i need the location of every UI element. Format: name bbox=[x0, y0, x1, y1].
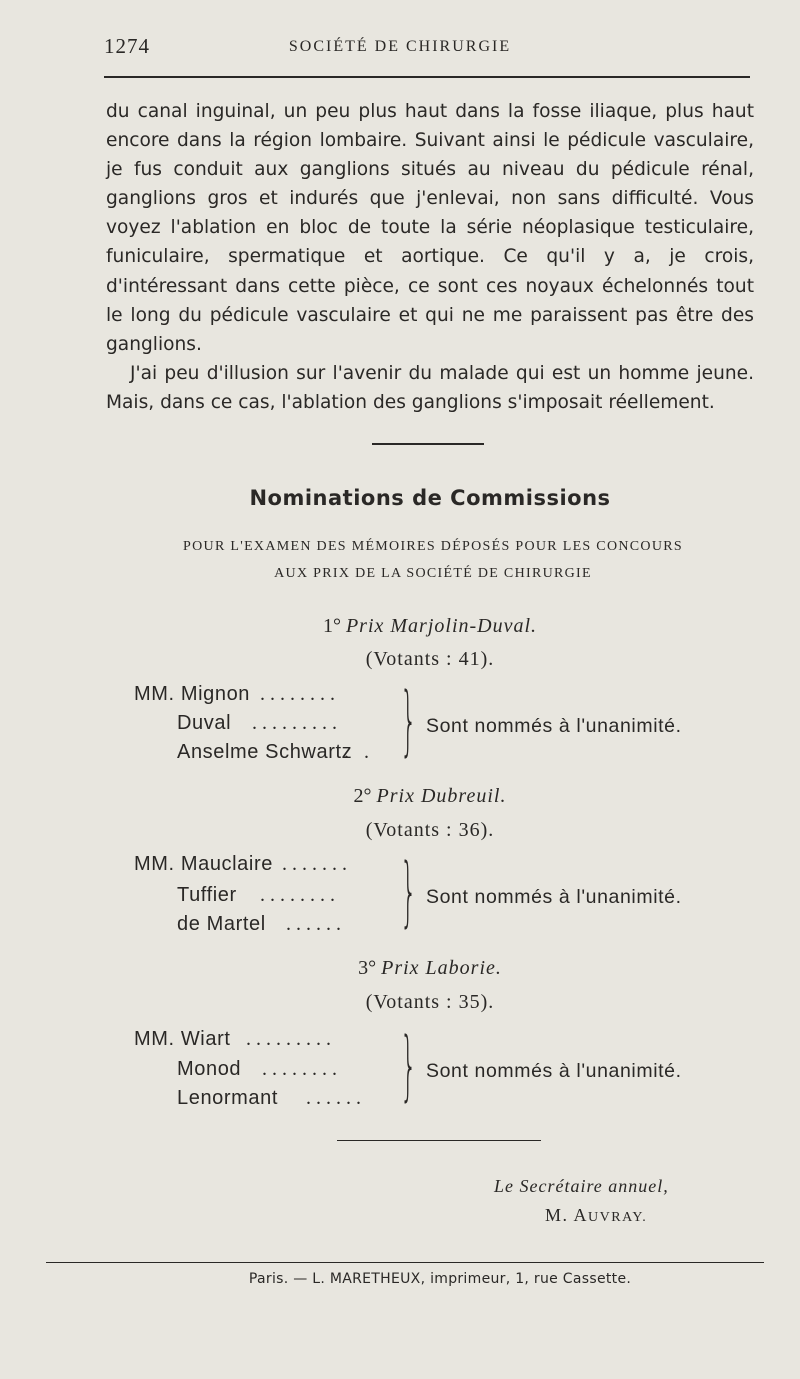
commission-member: MM. Mignon bbox=[134, 683, 251, 705]
running-head: SOCIÉTÉ DE CHIRURGIE bbox=[288, 38, 512, 55]
footer-rule bbox=[46, 1262, 764, 1263]
signature-initial: M. A bbox=[545, 1205, 589, 1225]
closing-rule bbox=[337, 1140, 541, 1141]
body-text bbox=[106, 97, 754, 417]
prize-number: 2° bbox=[353, 785, 372, 807]
leader-dots: ......... bbox=[252, 712, 342, 734]
commission-member: Duval bbox=[177, 712, 232, 734]
leader-dots: ....... bbox=[282, 853, 352, 875]
votants: (Votants : 35). bbox=[365, 991, 495, 1013]
signature-title: Le Secrétaire annuel, bbox=[494, 1176, 669, 1196]
leader-dots: ........ bbox=[260, 884, 340, 906]
prize-name: Prix Laborie. bbox=[381, 957, 502, 979]
section-subtitle: AUX PRIX DE LA SOCIÉTÉ DE CHIRURGIE bbox=[274, 566, 592, 581]
section-subtitle: POUR L'EXAMEN DES MÉMOIRES DÉPOSÉS POUR LES CONCOURS bbox=[183, 539, 683, 554]
paragraph: du canal inguinal, un peu plus haut dans la fosse iliaque, plus haut encore dans la région lombaire. Suivant ainsi le pédicule vasculaire, je fus conduit aux ganglions situés au niveau du pédicule rénal, ganglions gros et indurés que j'enlevai, non sans difficulté. Vous voyez l'ablation en bloc de toute la série néoplasique testiculaire, funiculaire, spermatique et aortique. Ce qu'il y a, je crois, d'intéressant dans cette pièce, ce sont ces noyaux échelonnés tout le long du pédicule vasculaire et qui ne me paraissent pas être des ganglions. bbox=[106, 101, 754, 355]
brace: } bbox=[400, 675, 417, 764]
commission-member: Lenormant bbox=[177, 1087, 279, 1109]
prize-number: 3° bbox=[358, 957, 377, 979]
leader-dots: ........ bbox=[262, 1058, 342, 1080]
commission-member: Anselme Schwartz bbox=[177, 741, 353, 763]
prize-title bbox=[0, 785, 800, 808]
commission-member: Monod bbox=[177, 1058, 242, 1080]
leader-dots: . . bbox=[344, 741, 374, 763]
decision: Sont nommés à l'unanimité. bbox=[426, 1060, 682, 1082]
leader-dots: ........ bbox=[260, 683, 340, 705]
decision: Sont nommés à l'unanimité. bbox=[426, 886, 682, 908]
leader-dots: ...... bbox=[306, 1087, 366, 1109]
prize-name: Prix Dubreuil. bbox=[376, 785, 507, 807]
prize-title bbox=[0, 615, 800, 638]
commission-member: de Martel bbox=[177, 913, 266, 935]
leader-dots: ...... bbox=[286, 913, 346, 935]
commission-member: Tuffier bbox=[177, 884, 237, 906]
header-rule bbox=[104, 76, 750, 78]
commission-member: MM. Wiart bbox=[134, 1028, 231, 1050]
imprint: Paris. — L. MARETHEUX, imprimeur, 1, rue Cassette. bbox=[248, 1271, 632, 1287]
commission-member: MM. Mauclaire bbox=[134, 853, 273, 875]
brace: } bbox=[400, 1020, 417, 1109]
signature-name bbox=[545, 1205, 647, 1226]
paragraph: J'ai peu d'illusion sur l'avenir du malade qui est un homme jeune. Mais, dans ce cas, l'ablation des ganglions s'imposait réellement. bbox=[106, 362, 754, 413]
signature-surname: UVRAY. bbox=[588, 1210, 648, 1225]
prize-name: Prix Marjolin-Duval. bbox=[345, 615, 538, 637]
votants: (Votants : 41). bbox=[365, 648, 495, 670]
section-title: Nominations de Commissions bbox=[249, 486, 611, 510]
page-number: 1274 bbox=[104, 34, 150, 58]
section-divider bbox=[372, 443, 484, 445]
prize-number: 1° bbox=[322, 615, 341, 637]
brace: } bbox=[400, 846, 417, 935]
decision: Sont nommés à l'unanimité. bbox=[426, 715, 682, 737]
votants: (Votants : 36). bbox=[365, 819, 495, 841]
prize-title bbox=[0, 957, 800, 980]
leader-dots: ......... bbox=[246, 1028, 336, 1050]
